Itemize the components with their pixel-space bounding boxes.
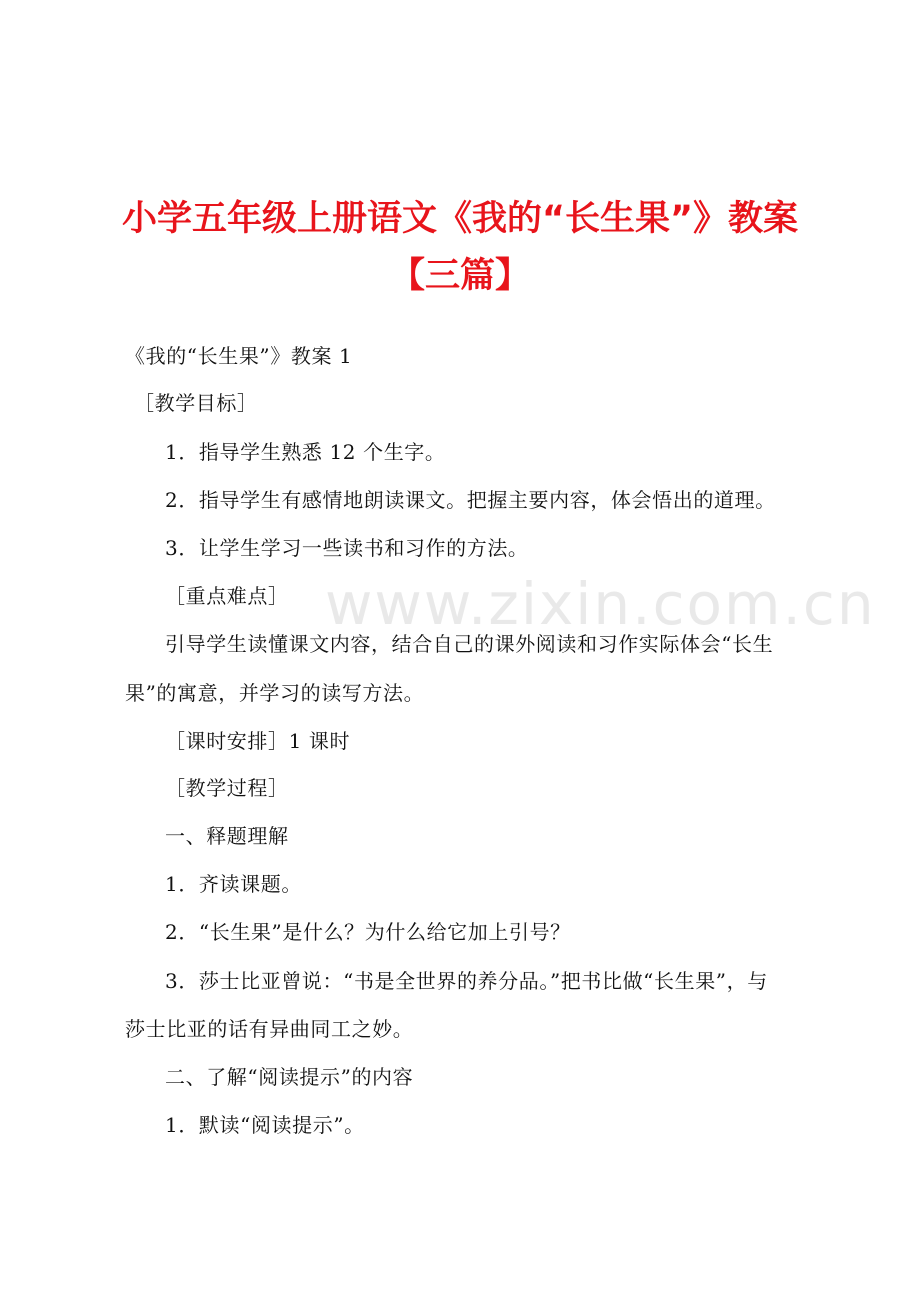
paragraph: 1．指导学生熟悉 12 个生字。: [165, 440, 446, 464]
watermark: www.zixin.com.cn: [325, 570, 876, 638]
paragraph: 2．指导学生有感情地朗读课文。把握主要内容，体会悟出的道理。: [165, 488, 776, 512]
paragraph: 3．让学生学习一些读书和习作的方法。: [165, 536, 529, 560]
subheading-teaching-process: ［教学过程］: [165, 776, 289, 800]
document-title-line-2: 【三篇】: [389, 256, 530, 296]
section-heading: 《我的“长生果”》教案 1: [125, 344, 353, 368]
paragraph: 引导学生读懂课文内容，结合自己的课外阅读和习作实际体会“长生: [165, 632, 774, 656]
paragraph-continuation: 莎士比亚的话有异曲同工之妙。: [125, 1017, 414, 1041]
paragraph: 一、释题理解: [165, 824, 289, 848]
paragraph-continuation: 果”的寓意，并学习的读写方法。: [125, 681, 425, 705]
paragraph: 二、了解“阅读提示”的内容: [165, 1065, 414, 1089]
paragraph: 3．莎士比亚曾说：“书是全世界的养分品。”把书比做“长生果”，与: [165, 969, 768, 993]
subheading-teaching-goals: ［教学目标］: [134, 391, 258, 415]
document-title-line-1: 小学五年级上册语文《我的“长生果”》教案: [121, 199, 798, 239]
subheading-key-points: ［重点难点］: [165, 584, 289, 608]
subheading-schedule: ［课时安排］1 课时: [165, 729, 351, 753]
paragraph: 2．“长生果”是什么？为什么给它加上引号？: [165, 920, 571, 944]
paragraph: 1．默读“阅读提示”。: [165, 1113, 365, 1137]
paragraph: 1．齐读课题。: [165, 872, 302, 896]
